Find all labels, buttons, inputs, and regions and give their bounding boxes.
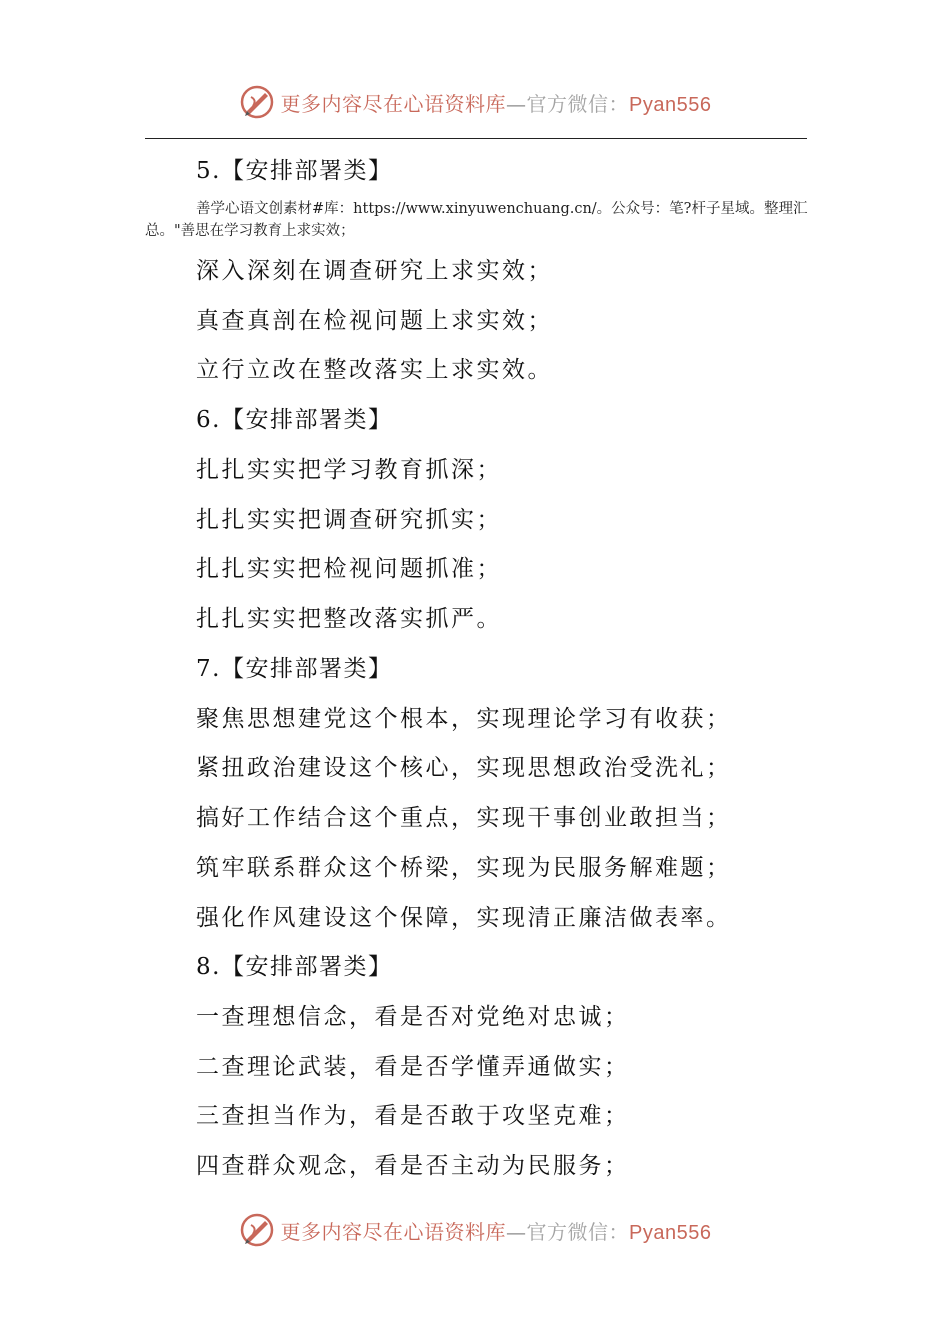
banner-wechat-id: Pyan556 — [629, 1221, 712, 1244]
pen-logo-icon — [239, 1212, 275, 1248]
banner-dash: — — [506, 1219, 527, 1244]
list-item: 四查群众观念，看是否主动为民服务； — [196, 1153, 630, 1179]
banner-text — [281, 1216, 712, 1245]
list-item: 一查理想信念，看是否对党绝对忠诚； — [196, 1004, 630, 1030]
list-item: 真查真剖在检视问题上求实效； — [196, 308, 553, 334]
section-heading: 6.【安排部署类】 — [196, 407, 393, 433]
list-item: 深入深刻在调查研究上求实效； — [196, 258, 553, 284]
footer-banner — [0, 1210, 950, 1250]
section-heading: 5.【安排部署类】 — [196, 158, 393, 184]
list-item: 搞好工作结合这个重点，实现干事创业敢担当； — [196, 805, 732, 831]
banner-brand: 更多内容尽在心语资料库 — [280, 91, 507, 116]
source-note: 善学心语文创素材#库：https://www.xinyuwenchuang.cn/。公众号：笔?杆子星域。整理汇总。"善思在学习教育上求实效； — [145, 201, 808, 239]
section-heading: 7.【安排部署类】 — [196, 656, 393, 682]
list-item: 强化作风建设这个保障，实现清正廉洁做表率。 — [196, 905, 732, 931]
list-item: 紧扭政治建设这个核心，实现思想政治受洗礼； — [196, 755, 732, 781]
list-item: 扎扎实实把整改落实抓严。 — [196, 606, 502, 632]
list-item: 扎扎实实把学习教育抓深； — [196, 457, 502, 483]
list-item: 扎扎实实把调查研究抓实； — [196, 507, 502, 533]
list-item: 筑牢联系群众这个桥梁，实现为民服务解难题； — [196, 855, 732, 881]
banner-wechat-label: 官方微信： — [526, 91, 630, 116]
banner-dash: — — [506, 91, 527, 116]
list-item: 扎扎实实把检视问题抓准； — [196, 556, 502, 582]
header-rule — [145, 138, 807, 139]
list-item: 聚焦思想建党这个根本，实现理论学习有收获； — [196, 706, 732, 732]
banner-wechat-id: Pyan556 — [629, 93, 712, 116]
banner-wechat-label: 官方微信： — [526, 1219, 630, 1244]
list-item: 立行立改在整改落实上求实效。 — [196, 357, 553, 383]
banner-brand: 更多内容尽在心语资料库 — [280, 1219, 507, 1244]
pen-logo-icon — [239, 84, 275, 120]
header-banner — [0, 82, 950, 122]
section-heading: 8.【安排部署类】 — [196, 954, 393, 980]
banner-text — [281, 88, 712, 117]
list-item: 二查理论武装，看是否学懂弄通做实； — [196, 1054, 630, 1080]
list-item: 三查担当作为，看是否敢于攻坚克难； — [196, 1103, 630, 1129]
